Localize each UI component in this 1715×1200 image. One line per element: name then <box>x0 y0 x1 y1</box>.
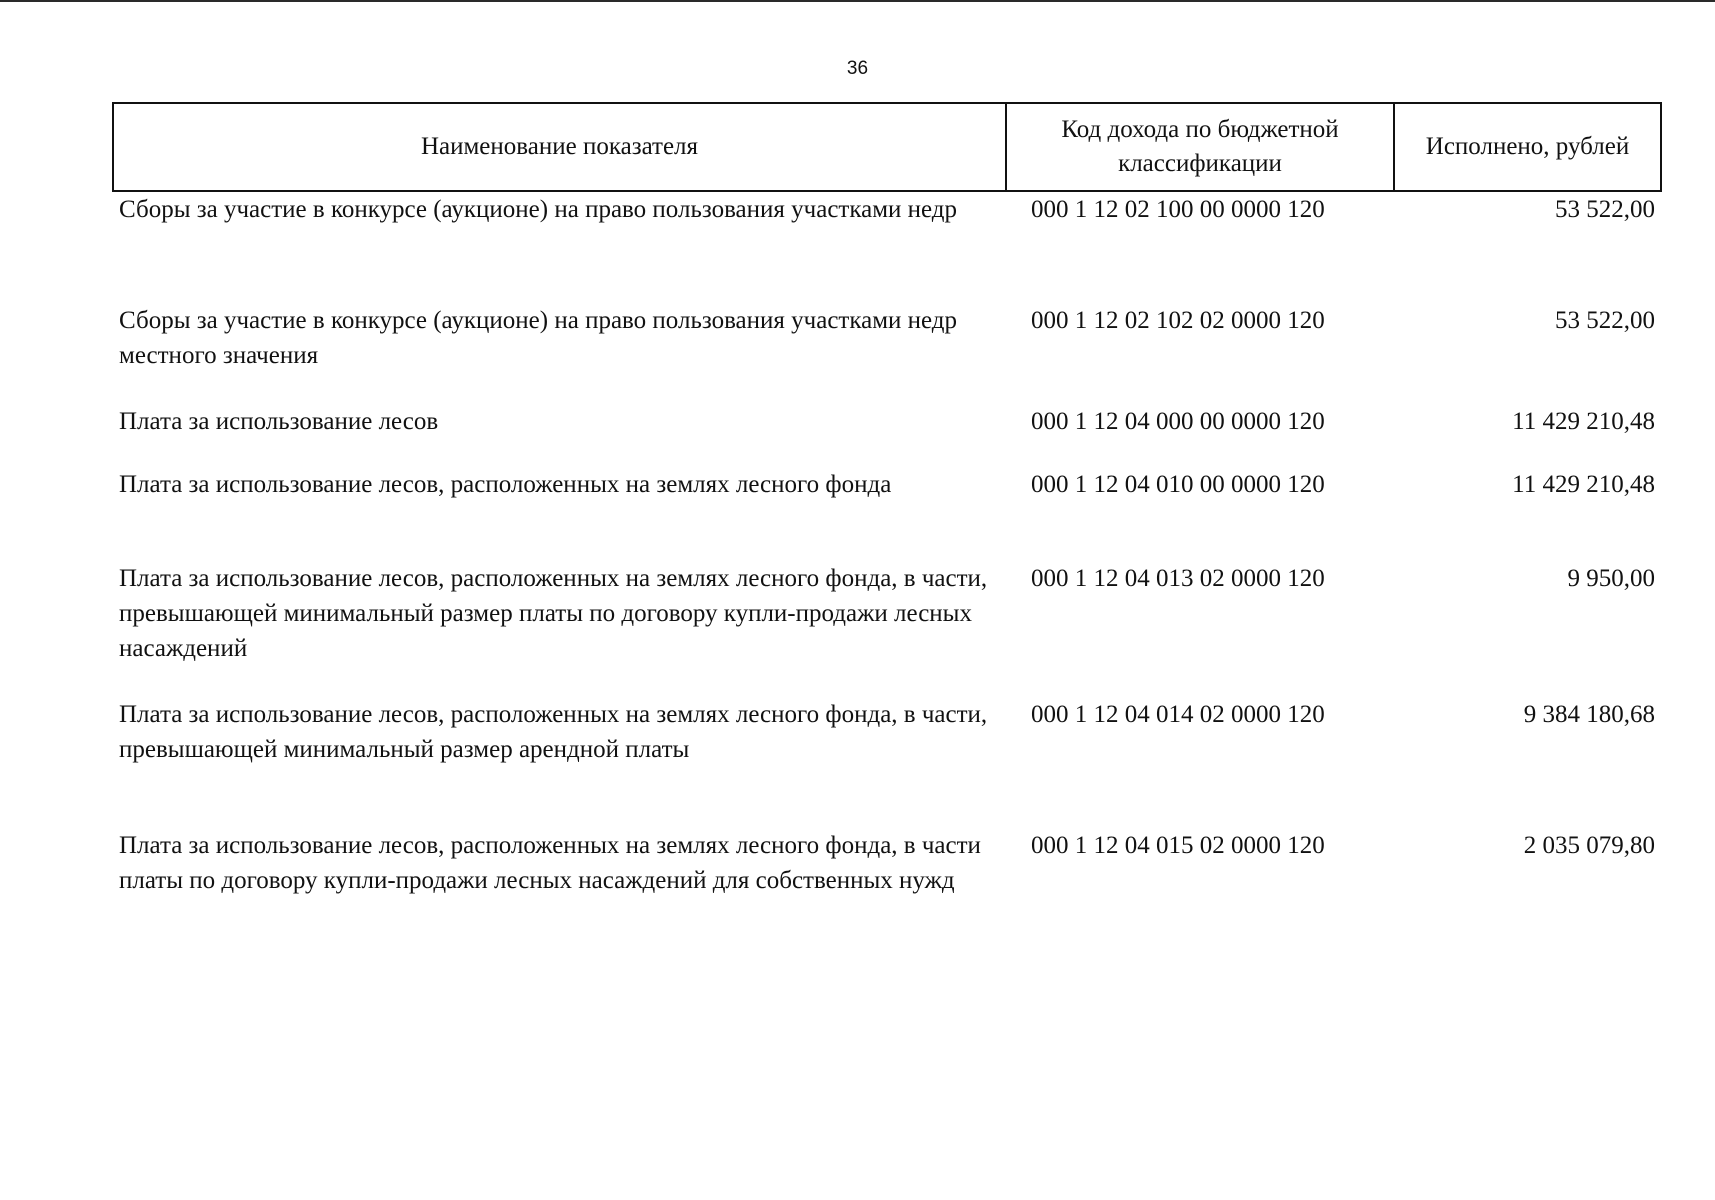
table-row <box>113 404 1661 467</box>
row-budget-code: 000 1 12 04 015 02 0000 120 <box>1031 832 1325 859</box>
row-executed-amount: 53 522,00 <box>1555 196 1655 223</box>
row-indicator-name: Сборы за участие в конкурсе (аукционе) на право пользования участками недр <box>119 196 958 223</box>
table-row <box>113 303 1661 404</box>
budget-income-table <box>112 102 1662 938</box>
row-indicator-name: Плата за использование лесов, расположенных на землях лесного фонда, в части, превышающей минимальный размер платы по договору купли-продажи лесных насаждений <box>119 565 988 662</box>
row-budget-code: 000 1 12 04 013 02 0000 120 <box>1031 565 1325 592</box>
table-header-row <box>113 103 1661 191</box>
row-executed-amount: 9 950,00 <box>1567 565 1655 592</box>
row-indicator-name: Плата за использование лесов, расположенных на землях лесного фонда, в части платы по договору купли-продажи лесных насаждений для собственных нужд <box>119 832 981 894</box>
row-executed-amount: 53 522,00 <box>1555 307 1655 334</box>
row-executed-amount: 2 035 079,80 <box>1523 832 1655 859</box>
row-executed-amount: 11 429 210,48 <box>1512 408 1655 435</box>
row-indicator-name: Сборы за участие в конкурсе (аукционе) на право пользования участками недр местного значения <box>119 307 958 369</box>
header-budget-code: Код дохода по бюджетной классификации <box>1006 103 1394 191</box>
row-indicator-name: Плата за использование лесов, расположенных на землях лесного фонда <box>119 471 892 498</box>
page-top-edge <box>0 0 1715 2</box>
row-budget-code: 000 1 12 04 000 00 0000 120 <box>1031 408 1325 435</box>
row-budget-code: 000 1 12 04 014 02 0000 120 <box>1031 701 1325 728</box>
header-executed-amount: Исполнено, рублей <box>1394 103 1661 191</box>
table-row <box>113 828 1661 938</box>
row-budget-code: 000 1 12 04 010 00 0000 120 <box>1031 471 1325 498</box>
row-budget-code: 000 1 12 02 100 00 0000 120 <box>1031 196 1325 223</box>
row-executed-amount: 9 384 180,68 <box>1523 701 1655 728</box>
table-row <box>113 191 1661 303</box>
table-row <box>113 697 1661 828</box>
page-number: 36 <box>846 58 869 79</box>
row-indicator-name: Плата за использование лесов, расположенных на землях лесного фонда, в части, превышающей минимальный размер арендной платы <box>119 701 988 763</box>
table-row <box>113 561 1661 697</box>
header-indicator-name: Наименование показателя <box>113 103 1006 191</box>
row-executed-amount: 11 429 210,48 <box>1512 471 1655 498</box>
row-indicator-name: Плата за использование лесов <box>119 408 439 435</box>
table-row <box>113 467 1661 561</box>
row-budget-code: 000 1 12 02 102 02 0000 120 <box>1031 307 1325 334</box>
